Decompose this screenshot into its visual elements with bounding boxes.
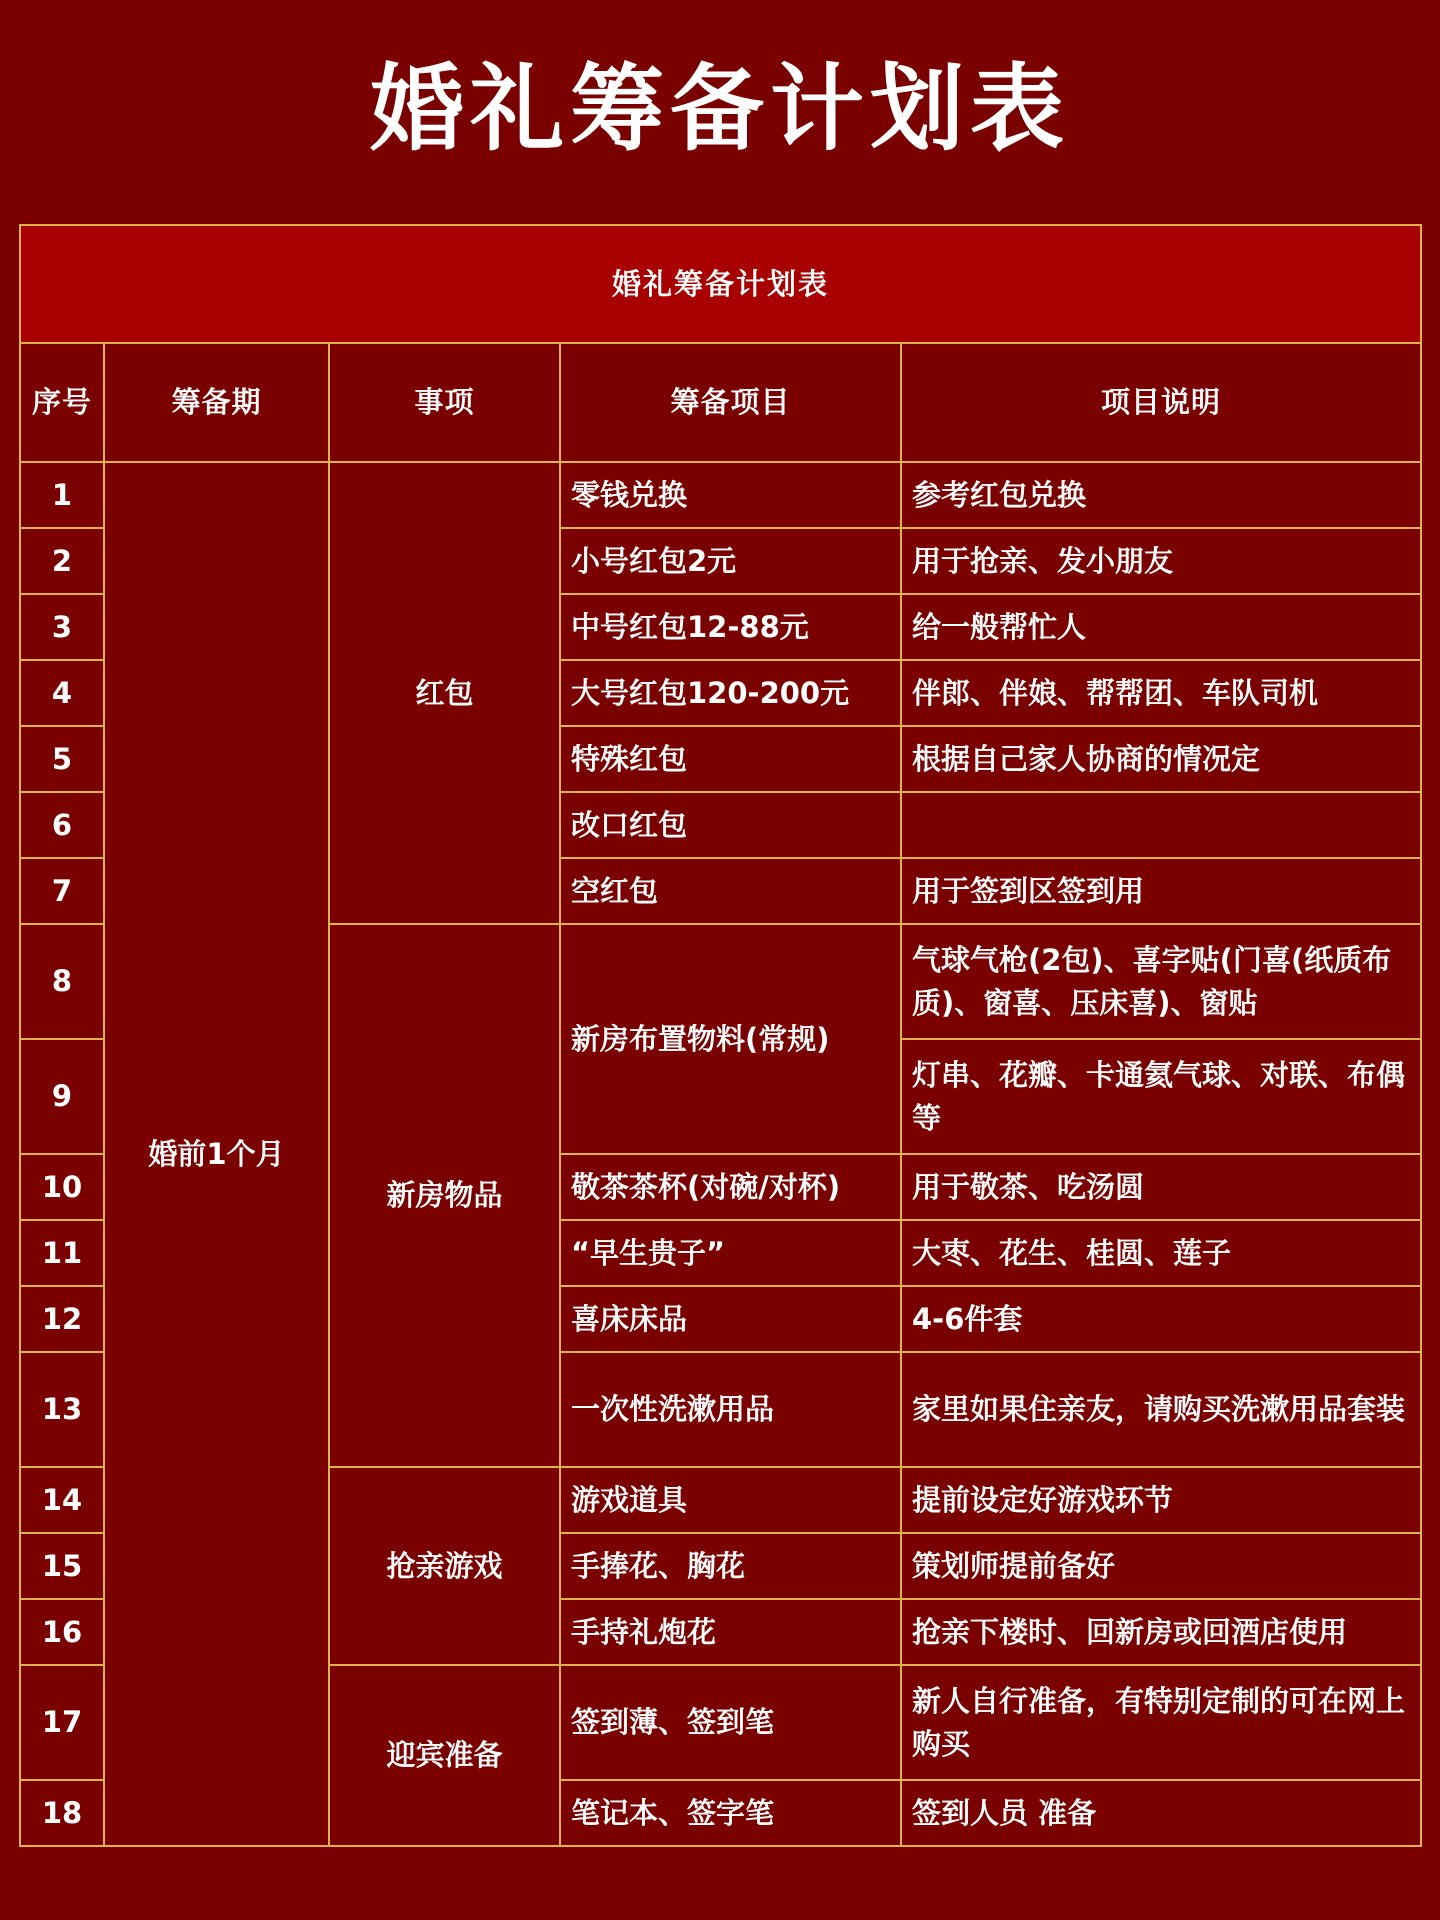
description-cell: 提前设定好游戏环节 bbox=[901, 1467, 1421, 1533]
description-cell: 家里如果住亲友，请购买洗漱用品套装 bbox=[901, 1352, 1421, 1467]
item-cell: 大号红包120-200元 bbox=[560, 660, 901, 726]
table-header-row bbox=[20, 343, 1421, 462]
category-cell-door-games: 抢亲游戏 bbox=[329, 1467, 560, 1665]
item-cell: 空红包 bbox=[560, 858, 901, 924]
table-caption-row bbox=[20, 225, 1421, 343]
row-number: 4 bbox=[20, 660, 104, 726]
header-no: 序号 bbox=[20, 343, 104, 462]
description-cell: 4-6件套 bbox=[901, 1286, 1421, 1352]
row-number: 2 bbox=[20, 528, 104, 594]
row-number: 12 bbox=[20, 1286, 104, 1352]
item-cell: 喜床床品 bbox=[560, 1286, 901, 1352]
table-row bbox=[20, 462, 1421, 528]
category-cell-red-envelopes: 红包 bbox=[329, 462, 560, 924]
description-cell: 给一般帮忙人 bbox=[901, 594, 1421, 660]
page-title: 婚礼筹备计划表 bbox=[369, 55, 1070, 164]
row-number: 3 bbox=[20, 594, 104, 660]
row-number: 7 bbox=[20, 858, 104, 924]
header-category: 事项 bbox=[329, 343, 560, 462]
description-cell: 用于签到区签到用 bbox=[901, 858, 1421, 924]
description-cell: 用于敬茶、吃汤圆 bbox=[901, 1154, 1421, 1220]
row-number: 18 bbox=[20, 1780, 104, 1846]
row-number: 16 bbox=[20, 1599, 104, 1665]
row-number: 15 bbox=[20, 1533, 104, 1599]
description-cell: 策划师提前备好 bbox=[901, 1533, 1421, 1599]
item-cell: 零钱兑换 bbox=[560, 462, 901, 528]
item-cell: 一次性洗漱用品 bbox=[560, 1352, 901, 1467]
row-number: 6 bbox=[20, 792, 104, 858]
plan-table bbox=[19, 224, 1422, 1847]
row-number: 9 bbox=[20, 1039, 104, 1154]
row-number: 5 bbox=[20, 726, 104, 792]
description-cell: 抢亲下楼时、回新房或回酒店使用 bbox=[901, 1599, 1421, 1665]
row-number: 1 bbox=[20, 462, 104, 528]
description-cell: 用于抢亲、发小朋友 bbox=[901, 528, 1421, 594]
item-cell: 小号红包2元 bbox=[560, 528, 901, 594]
item-cell: 特殊红包 bbox=[560, 726, 901, 792]
table-caption: 婚礼筹备计划表 bbox=[20, 225, 1421, 343]
description-cell: 灯串、花瓣、卡通氦气球、对联、布偶等 bbox=[901, 1039, 1421, 1154]
item-cell: 游戏道具 bbox=[560, 1467, 901, 1533]
description-cell: 参考红包兑换 bbox=[901, 462, 1421, 528]
row-number: 10 bbox=[20, 1154, 104, 1220]
description-cell: 新人自行准备，有特别定制的可在网上购买 bbox=[901, 1665, 1421, 1780]
item-cell: 改口红包 bbox=[560, 792, 901, 858]
item-cell: 手持礼炮花 bbox=[560, 1599, 901, 1665]
item-cell: 中号红包12-88元 bbox=[560, 594, 901, 660]
description-cell bbox=[901, 792, 1421, 858]
row-number: 17 bbox=[20, 1665, 104, 1780]
item-cell: 敬茶茶杯(对碗/对杯) bbox=[560, 1154, 901, 1220]
item-cell: 新房布置物料(常规) bbox=[560, 924, 901, 1154]
row-number: 14 bbox=[20, 1467, 104, 1533]
description-cell: 大枣、花生、桂圆、莲子 bbox=[901, 1220, 1421, 1286]
description-cell: 伴郎、伴娘、帮帮团、车队司机 bbox=[901, 660, 1421, 726]
description-cell: 根据自己家人协商的情况定 bbox=[901, 726, 1421, 792]
category-cell-guest-reception: 迎宾准备 bbox=[329, 1665, 560, 1846]
header-description: 项目说明 bbox=[901, 343, 1421, 462]
description-cell: 签到人员 准备 bbox=[901, 1780, 1421, 1846]
item-cell: 手捧花、胸花 bbox=[560, 1533, 901, 1599]
period-cell: 婚前1个月 bbox=[104, 462, 329, 1846]
item-cell: 笔记本、签字笔 bbox=[560, 1780, 901, 1846]
row-number: 11 bbox=[20, 1220, 104, 1286]
item-cell: “早生贵子” bbox=[560, 1220, 901, 1286]
row-number: 8 bbox=[20, 924, 104, 1039]
row-number: 13 bbox=[20, 1352, 104, 1467]
header-item: 筹备项目 bbox=[560, 343, 901, 462]
category-cell-new-home: 新房物品 bbox=[329, 924, 560, 1467]
item-cell: 签到薄、签到笔 bbox=[560, 1665, 901, 1780]
header-period: 筹备期 bbox=[104, 343, 329, 462]
description-cell: 气球气枪(2包)、喜字贴(门喜(纸质布质)、窗喜、压床喜)、窗贴 bbox=[901, 924, 1421, 1039]
